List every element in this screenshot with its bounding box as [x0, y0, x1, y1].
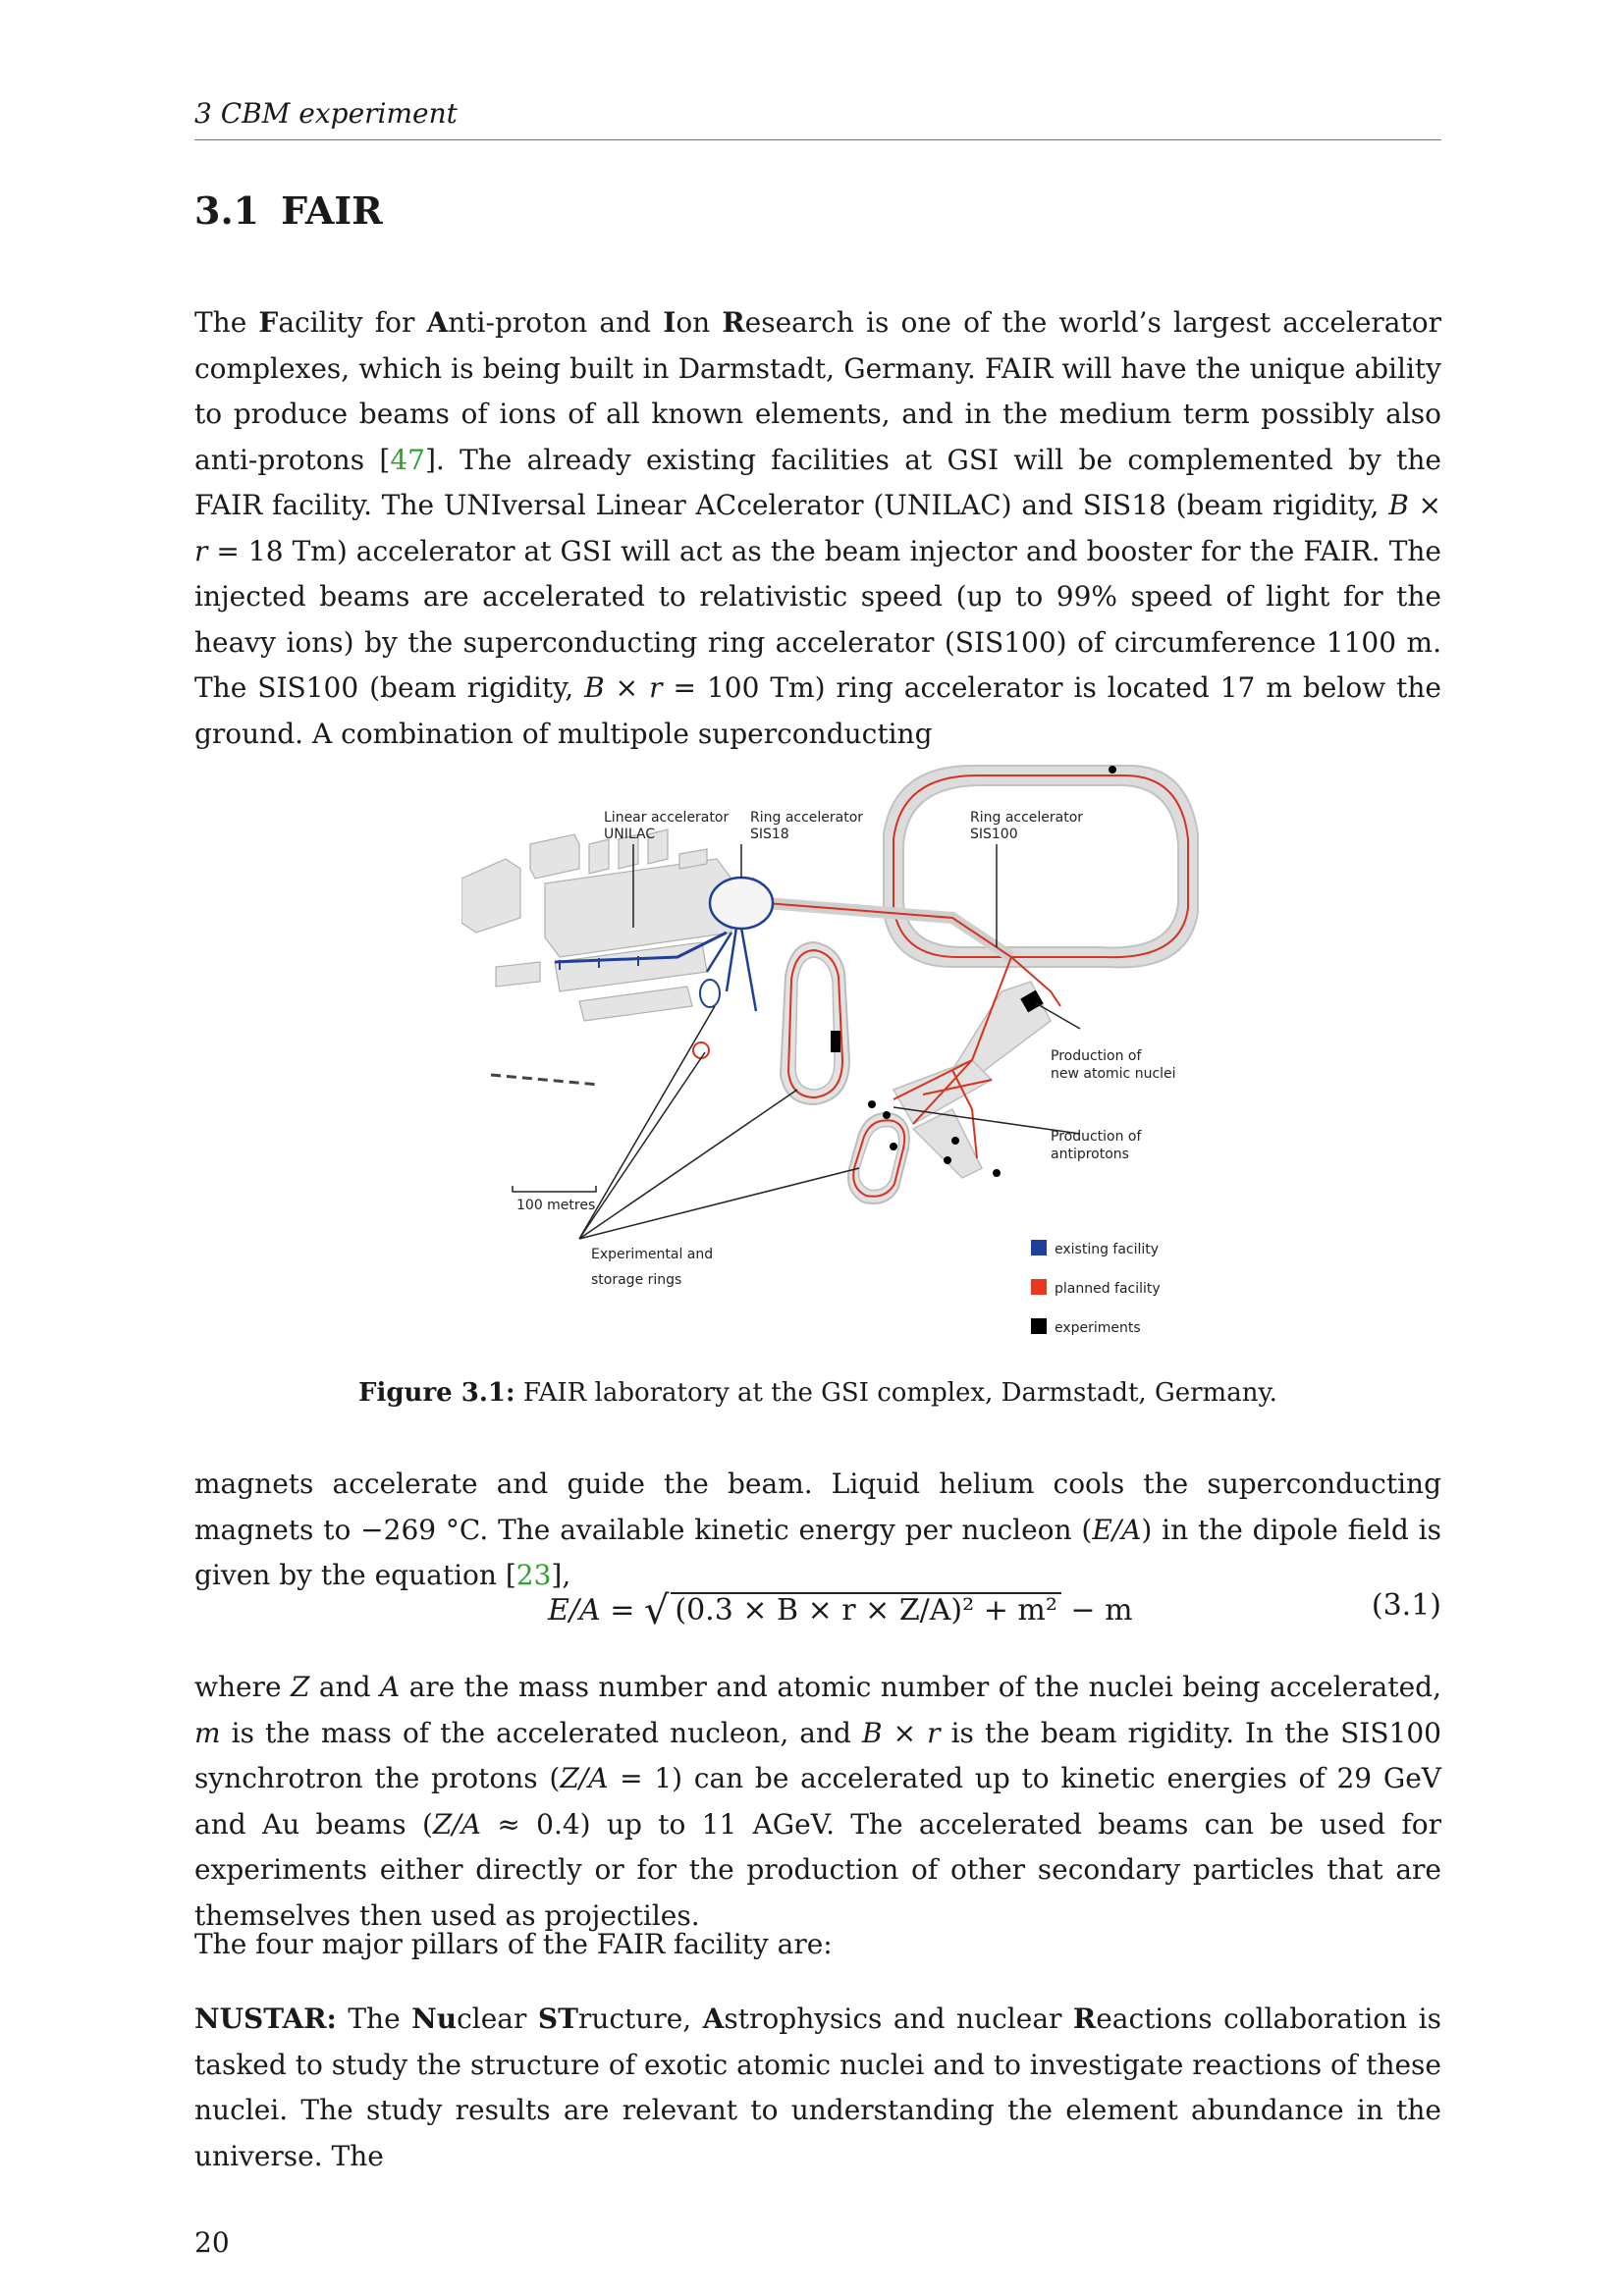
text-run: is the mass of the accelerated nucleon, and: [220, 1716, 862, 1749]
scale-bar: [513, 1186, 596, 1192]
bold-initial: A: [426, 306, 449, 339]
leader-line-ring-3: [579, 1090, 797, 1239]
citation-link[interactable]: 47: [390, 443, 425, 476]
building: [545, 859, 731, 957]
text-run: is the beam rigidity. In the SIS100 synchrotron the protons (: [194, 1716, 1441, 1794]
experiment-marker: [993, 1169, 1001, 1177]
text-run: are the mass number and atomic number of the nuclei being accelerated,: [400, 1671, 1441, 1703]
experiment-block: [831, 1031, 840, 1052]
experiment-marker: [951, 1137, 959, 1145]
experiment-marker: [944, 1156, 951, 1164]
math-var: Z/A: [432, 1807, 482, 1841]
bold-initial: ST: [537, 2002, 578, 2035]
bold-initial: Nu: [411, 2002, 458, 2035]
caption-text: FAIR laboratory at the GSI complex, Darmstadt, Germany.: [514, 1378, 1277, 1408]
text-run: and: [309, 1671, 380, 1703]
label-unilac-line1: Linear accelerator: [604, 810, 730, 826]
equation-3-1: [194, 1582, 1441, 1637]
text-run: ) in the dipole field is given by the equation [: [194, 1513, 1441, 1591]
legend-experiments: experiments: [1055, 1320, 1141, 1336]
math-var: Z: [290, 1671, 310, 1703]
text-run: strophysics and nuclear: [724, 2002, 1073, 2035]
math-var: B × r: [584, 671, 663, 704]
label-antiprotons-line1: Production of: [1051, 1129, 1142, 1145]
equation-lhs: E/A: [548, 1593, 601, 1628]
section-heading: FAIR: [281, 188, 383, 233]
dashed-line: [491, 1075, 599, 1085]
building: [579, 987, 692, 1021]
bold-initial: R: [1072, 2002, 1097, 2035]
legend-swatch-experiments: [1031, 1318, 1047, 1334]
text-run: where: [194, 1671, 291, 1703]
small-ring: [693, 1042, 709, 1058]
paragraph-variables: [194, 1665, 1441, 1939]
building: [496, 962, 540, 987]
text-run: ≈ 0.4) up to 11 AGeV. The accelerated beams can be used for experiments either directly or for the production of other secondary particles that are themselves then used as projectiles.: [194, 1807, 1442, 1932]
gsi-buildings: [461, 829, 731, 1021]
label-unilac-line2: UNILAC: [604, 827, 656, 842]
intro-paragraph: [194, 300, 1441, 757]
leader-line-ring-4: [579, 1168, 859, 1239]
bold-initial: F: [258, 306, 279, 339]
experiment-marker: [890, 1143, 897, 1150]
text-run: nti-proton and: [448, 306, 664, 339]
equation-tail: − m: [1060, 1593, 1133, 1628]
experiment-marker: [1109, 766, 1116, 774]
text-run: ]. The already existing facilities at GSI will be complemented by the FAIR facility. The UNIversal Linear ACcelerator (UNILAC) and SIS18 (beam rigidity,: [194, 443, 1441, 521]
paragraph-magnets: [194, 1462, 1441, 1599]
text-run: ructure,: [577, 2002, 703, 2035]
equation-body: [548, 1588, 1133, 1633]
equation-radicand: (0.3 × B × r × Z/A)² + m²: [671, 1592, 1060, 1628]
experiment-marker: [868, 1100, 876, 1108]
section-number: 3.1: [194, 188, 260, 233]
equation-number: (3.1): [1371, 1588, 1441, 1623]
section-title: [194, 188, 383, 233]
math-var: B × r: [861, 1716, 941, 1749]
paragraph-nustar: [194, 1997, 1441, 2179]
label-rings-line2: storage rings: [591, 1272, 682, 1288]
figure-fair-map: [461, 736, 1208, 1345]
math-var: Z/A: [560, 1762, 609, 1794]
text-run: clear: [457, 2002, 538, 2035]
running-header: 3 CBM experiment: [194, 96, 1441, 140]
label-nuclei-line1: Production of: [1051, 1048, 1142, 1064]
label-sis18-line1: Ring accelerator: [750, 810, 864, 826]
experiment-marker: [883, 1111, 891, 1119]
page-number: 20: [194, 2226, 230, 2259]
label-nuclei-line2: new atomic nuclei: [1051, 1066, 1176, 1082]
label-antiprotons-line2: antiprotons: [1051, 1147, 1129, 1162]
sqrt-icon: √: [643, 1588, 670, 1633]
fair-facility-diagram: [461, 736, 1208, 1345]
label-sis100-line1: Ring accelerator: [970, 810, 1084, 826]
math-var: B × r: [194, 489, 1442, 567]
legend-swatch-planned: [1031, 1279, 1047, 1295]
label-sis18-line2: SIS18: [750, 827, 789, 842]
building: [461, 859, 520, 933]
label-sis100-line2: SIS100: [970, 827, 1018, 842]
legend-existing: existing facility: [1055, 1242, 1160, 1257]
target-area: [913, 1109, 982, 1178]
building: [530, 834, 579, 879]
citation-link[interactable]: 23: [515, 1559, 552, 1591]
label-scale: 100 metres: [516, 1198, 596, 1213]
text-run: eactions collaboration is tasked to study the structure of exotic atomic nuclei and to investigate reactions of these nuclei. The study results are relevant to understanding the element abundance in the universe. The: [194, 2002, 1442, 2172]
building: [589, 839, 609, 874]
leader-line-ring-2: [579, 1006, 715, 1239]
leader-line-ring-1: [579, 1052, 705, 1239]
math-var: E/A: [1092, 1513, 1142, 1546]
caption-label: Figure 3.1:: [358, 1378, 515, 1408]
bold-initial: A: [702, 2002, 725, 2035]
text-run: = 18 Tm) accelerator at GSI will act as the beam injector and booster for the FAIR. The injected beams are accelerated to relativistic speed (up to 99% speed of light for the heavy ions) by the superconducting ring accelerator (SIS100) of circumference 1100 m. The SIS100 (beam rigidity,: [194, 534, 1441, 704]
equation-equals: =: [600, 1593, 644, 1628]
text-run: The: [336, 2002, 412, 2035]
legend-planned: planned facility: [1055, 1281, 1161, 1297]
text-run: on: [676, 306, 723, 339]
esr-ring: [700, 980, 720, 1007]
legend: [1031, 1240, 1161, 1336]
figure-caption: [194, 1378, 1441, 1408]
paragraph-pillars: The four major pillars of the FAIR facility are:: [194, 1928, 833, 1960]
bold-initial: I: [663, 306, 677, 339]
label-rings-line1: Experimental and: [591, 1247, 714, 1262]
text-run: = 100 Tm) ring accelerator is located 17 m below the ground. A combination of multipole superconducting: [194, 671, 1442, 750]
sis18-ring: [710, 878, 773, 929]
math-var: m: [194, 1716, 221, 1749]
text-run: ],: [551, 1559, 571, 1591]
nustar-label: NUSTAR:: [194, 2002, 337, 2035]
text-run: esearch is one of the world’s largest accelerator complexes, which is being built in Darmstadt, Germany. FAIR will have the unique ability to produce beams of ions of all known elements, and in the medium term possibly also anti-protons [: [194, 306, 1441, 476]
math-var: A: [379, 1671, 401, 1703]
text-run: The: [194, 306, 259, 339]
collector-ring-inner: [795, 957, 835, 1090]
text-run: magnets accelerate and guide the beam. Liquid helium cools the superconducting magnets to −269 °C. The available kinetic energy per nucleon (: [194, 1468, 1441, 1546]
text-run: acility for: [278, 306, 427, 339]
legend-swatch-existing: [1031, 1240, 1047, 1255]
bold-initial: R: [722, 306, 745, 339]
text-run: = 1) can be accelerated up to kinetic energies of 29 GeV and Au beams (: [194, 1762, 1441, 1841]
